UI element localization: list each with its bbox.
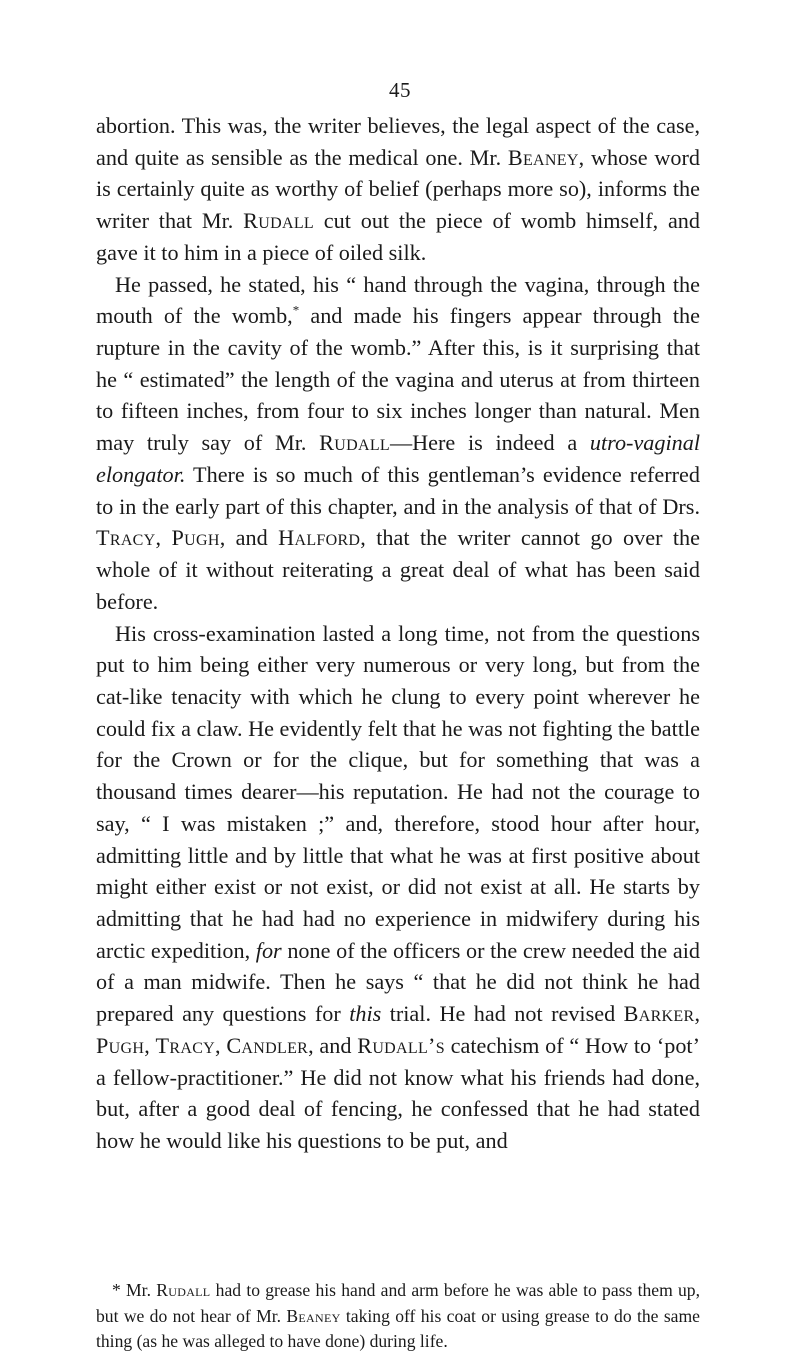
- text-run: ,: [155, 525, 172, 551]
- person-name: Beaney: [507, 144, 579, 170]
- person-name: Beaney: [286, 1305, 341, 1326]
- text-run: and made his fingers appear through the rupture in the cavity of the womb.” After this, is it surprising that he “ estimated” the length of the vagina and uterus at from thirteen to fifteen inches, from four to six inches longer than natural. Men may truly say of Mr.: [96, 303, 700, 456]
- text-run: He passed, he stated, his “ hand through the vagina, through the mouth of the womb,: [96, 271, 700, 329]
- person-name: Halford: [278, 525, 361, 551]
- text-run: had to grease his hand and arm before he was able to pass them up, but we do not hear of Mr.: [96, 1280, 700, 1326]
- body-text: [96, 110, 700, 1157]
- text-run: none of the officers or the crew needed the aid of a man midwife. Then he says “ that he did not think he had prepared any questions for: [96, 937, 701, 1027]
- person-name: Pugh: [96, 1032, 145, 1058]
- text-run: ,: [694, 1001, 700, 1027]
- text-run: —Here is indeed a: [389, 430, 590, 456]
- paragraph: [96, 269, 700, 618]
- text-run: ,: [215, 1032, 227, 1058]
- footnote: [96, 1278, 700, 1355]
- text-run: There is so much of this gentleman’s evidence referred to in the early part of this chapter, and in the analysis of that of Drs.: [96, 461, 700, 519]
- page-number: 45: [389, 78, 411, 102]
- person-name: Tracy: [155, 1032, 216, 1058]
- text-run: catechism of “ How to ‘pot’ a fellow-practitioner.” He did not know what his friends had done, but, after a good deal of fencing, he confessed that he had stated how he would like his questions to be put, and: [96, 1032, 700, 1153]
- italic-word: for: [255, 937, 282, 963]
- paragraph: [96, 110, 700, 269]
- person-name: Pugh: [171, 525, 220, 551]
- text-run: cut out the piece of womb himself, and gave it to him in a piece of oiled silk.: [96, 208, 700, 265]
- text-run: , that the writer cannot go over the whole of it without reiterating a great deal of what has been said before.: [96, 525, 700, 614]
- footnote-marker: *: [292, 302, 300, 318]
- person-name: Rudall: [156, 1280, 211, 1300]
- person-name: Tracy: [96, 525, 156, 551]
- text-run: His cross-examination lasted a long time, not from the questions put to him being either very numerous or very long, but from the cat-like tenacity with which he clung to every point wherever he could fix a claw. He evidently felt that he was not fighting the battle for the Crown or for the clique, but for something that was a thousand times dearer—his reputation. He had not the courage to say, “ I was mistaken ;” and, therefore, stood hour after hour, admitting little and by little that what he was at first positive about might either exist or not exist, or did not exist at all. He starts by admitting that he had had no experience in midwifery during his arctic expedition,: [96, 620, 700, 963]
- person-name: Rudall’s: [357, 1032, 445, 1058]
- text-run: taking off his coat or using grease to do the same thing (as he was alleged to have done) during life.: [96, 1305, 700, 1351]
- italic-phrase: utro-vaginal elongator.: [96, 430, 700, 487]
- text-run: abortion. This was, the writer believes, the legal aspect of the case, and quite as sensible as the medical one. Mr.: [96, 113, 700, 170]
- italic-word: this: [349, 1001, 382, 1027]
- paragraph: [96, 618, 700, 1157]
- person-name: Barker: [623, 1001, 695, 1027]
- footnote-marker: *: [112, 1280, 121, 1300]
- person-name: Rudall: [243, 208, 314, 234]
- text-run: , and: [308, 1032, 358, 1058]
- text-run: , and: [219, 525, 279, 551]
- text-run: trial. He had not revised: [381, 1001, 624, 1027]
- text-run: ,: [144, 1032, 156, 1058]
- person-name: Candler: [226, 1032, 309, 1058]
- text-run: , whose word is certainly quite as worthy of belief (perhaps more so), informs the writer that Mr.: [96, 144, 700, 234]
- text-run: Mr.: [120, 1280, 157, 1300]
- person-name: Rudall: [319, 430, 390, 456]
